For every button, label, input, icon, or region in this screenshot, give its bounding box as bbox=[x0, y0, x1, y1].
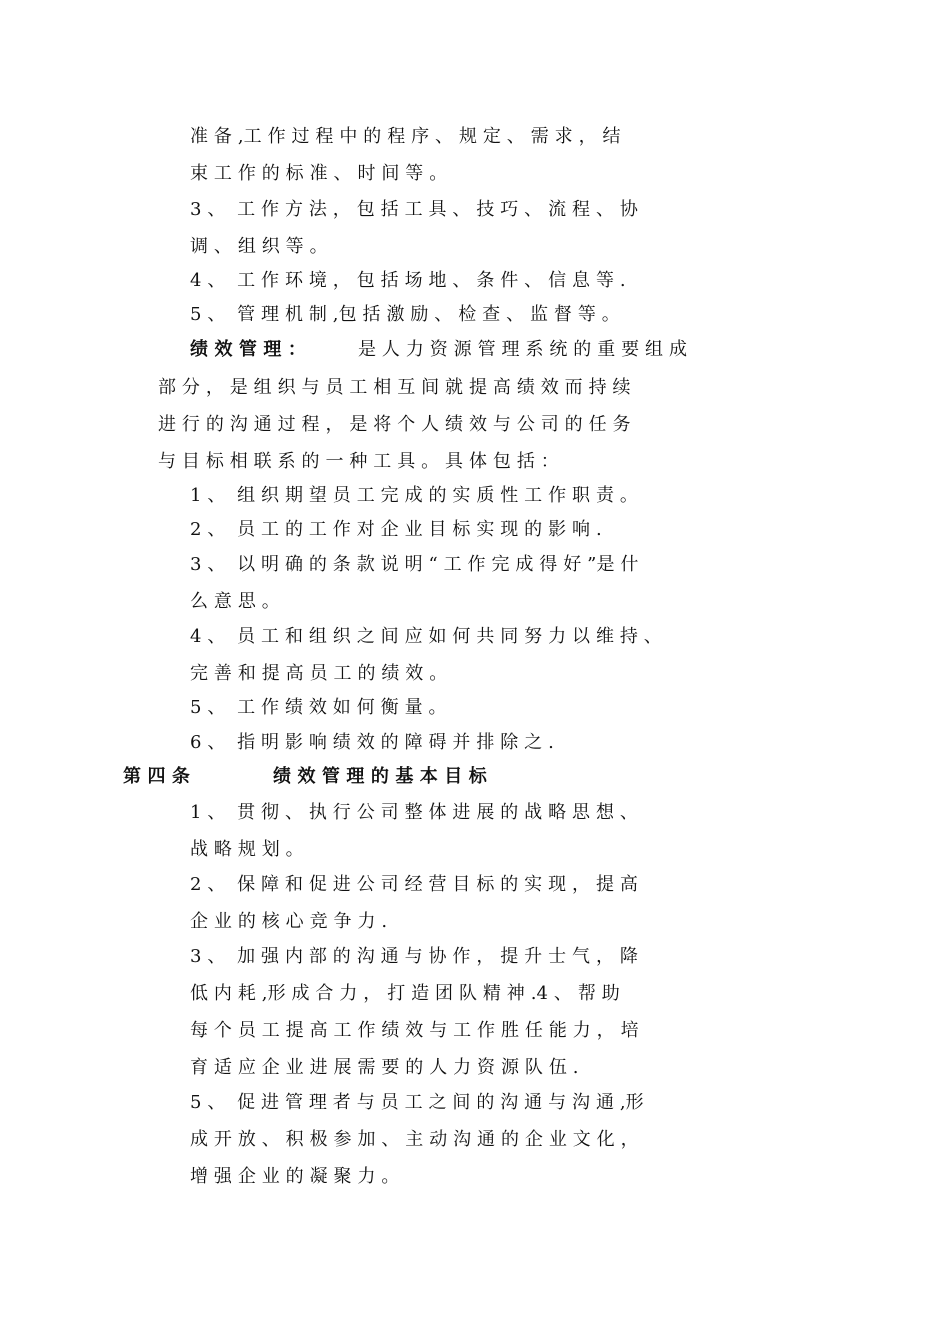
text-line: 育 适 应 企 业 进 展 需 要 的 人 力 资 源 队 伍 . bbox=[190, 1057, 579, 1078]
text-line: 完 善 和 提 高 员 工 的 绩 效 。 bbox=[190, 663, 448, 684]
text-line: 5 、 工 作 绩 效 如 何 衡 量 。 bbox=[190, 697, 447, 718]
text-line: 5 、 促 进 管 理 者 与 员 工 之 间 的 沟 通 与 沟 通 ,形 bbox=[190, 1092, 644, 1113]
text-line: 1 、 组 织 期 望 员 工 完 成 的 实 质 性 工 作 职 责 。 bbox=[190, 485, 638, 506]
text-line: 调 、 组 织 等 。 bbox=[190, 236, 328, 257]
text-line: 每 个 员 工 提 高 工 作 绩 效 与 工 作 胜 任 能 力 ， 培 bbox=[190, 1020, 639, 1041]
text-line: 增 强 企 业 的 凝 聚 力 。 bbox=[190, 1166, 400, 1187]
text-line: 低 内 耗 ,形 成 合 力 ， 打 造 团 队 精 神 .4 、 帮 助 bbox=[190, 983, 620, 1004]
text-line: 4 、 员 工 和 组 织 之 间 应 如 何 共 同 努 力 以 维 持 、 bbox=[190, 626, 662, 647]
article-title: 绩 效 管 理 的 基 本 目 标 bbox=[273, 766, 487, 787]
text-line: 1 、 贯 彻 、 执 行 公 司 整 体 进 展 的 战 略 思 想 、 bbox=[190, 802, 638, 823]
text-line: 3 、 工 作 方 法 ， 包 括 工 具 、 技 巧 、 流 程 、 协 bbox=[190, 199, 638, 220]
text-line: 企 业 的 核 心 竞 争 力 . bbox=[190, 911, 388, 932]
text-line: 3 、 以 明 确 的 条 款 说 明 “ 工 作 完 成 得 好 ”是 什 bbox=[190, 554, 639, 575]
text-line: 进 行 的 沟 通 过 程 ， 是 将 个 人 绩 效 与 公 司 的 任 务 bbox=[158, 414, 631, 435]
text-line: 3 、 加 强 内 部 的 沟 通 与 协 作 ， 提 升 士 气 ， 降 bbox=[190, 946, 638, 967]
text-line: 6 、 指 明 影 响 绩 效 的 障 碍 并 排 除 之 . bbox=[190, 732, 554, 753]
text-line: 2 、 员 工 的 工 作 对 企 业 目 标 实 现 的 影 响 . bbox=[190, 519, 602, 540]
text-line: 部 分 ， 是 组 织 与 员 工 相 互 间 就 提 高 绩 效 而 持 续 bbox=[158, 377, 631, 398]
text-line: 2 、 保 障 和 促 进 公 司 经 营 目 标 的 实 现 ， 提 高 bbox=[190, 874, 638, 895]
text-line: 束 工 作 的 标 准 、 时 间 等 。 bbox=[190, 163, 448, 184]
text-line: 准 备 ,工 作 过 程 中 的 程 序 、 规 定 、 需 求 ， 结 bbox=[190, 126, 621, 147]
text-line: 与 目 标 相 联 系 的 一 种 工 具 。 具 体 包 括 ： bbox=[158, 451, 559, 472]
text-line: 成 开 放 、 积 极 参 加 、 主 动 沟 通 的 企 业 文 化 ， bbox=[190, 1129, 639, 1150]
text-line: 战 略 规 划 。 bbox=[190, 839, 304, 860]
text-line: 4 、 工 作 环 境 ， 包 括 场 地 、 条 件 、 信 息 等 . bbox=[190, 270, 626, 291]
article-number: 第 四 条 bbox=[123, 766, 191, 787]
text-line: 么 意 思 。 bbox=[190, 591, 280, 612]
text-line: 是 人 力 资 源 管 理 系 统 的 重 要 组 成 bbox=[358, 339, 688, 360]
term-heading: 绩 效 管 理 ： bbox=[190, 339, 306, 360]
text-line: 5 、 管 理 机 制 ,包 括 激 励 、 检 查 、 监 督 等 。 bbox=[190, 304, 620, 325]
